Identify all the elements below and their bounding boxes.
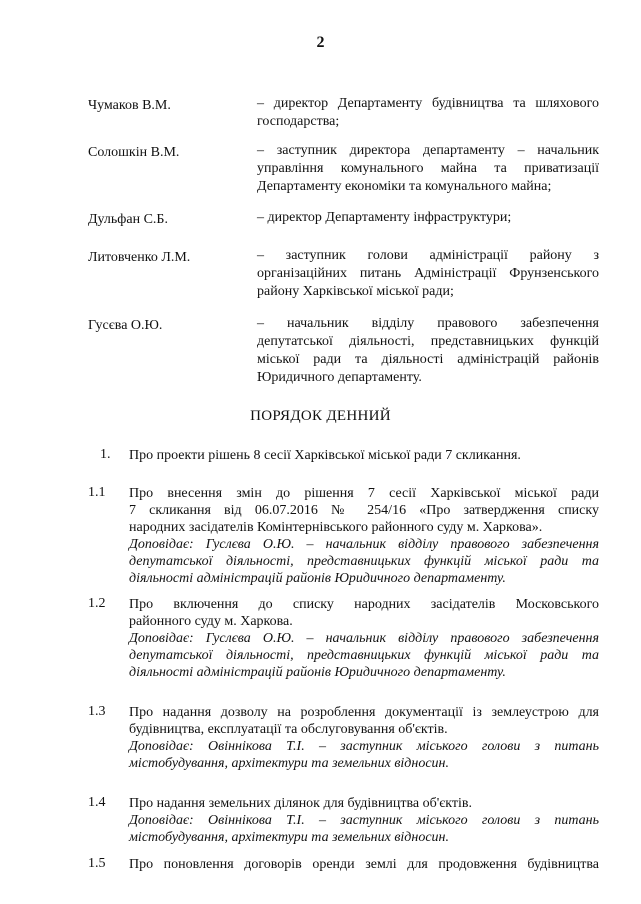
agenda-item-text: Про надання земельних ділянок для будівництва об'єктів. xyxy=(129,796,472,811)
member-role xyxy=(257,247,599,301)
page-number: 2 xyxy=(316,34,325,51)
agenda-item xyxy=(129,704,599,772)
speaker xyxy=(129,630,599,681)
member-role xyxy=(257,315,599,387)
speaker-line: містобудування, архітектури та земельних відносин. xyxy=(129,756,449,771)
role-line: – директор Департаменту будівництва та шляхового xyxy=(257,96,599,111)
agenda-item-number: 1.1 xyxy=(88,485,106,500)
agenda-item xyxy=(129,795,599,846)
agenda-item-number: 1.5 xyxy=(88,856,106,871)
role-line: району Харківської міської ради; xyxy=(257,284,454,299)
role-line: депутатської діяльності, представницьких функцій xyxy=(257,334,599,349)
member-role xyxy=(257,95,599,131)
role-line: – начальник відділу правового забезпечення xyxy=(257,316,599,331)
member-role xyxy=(257,142,599,196)
role-line: організаційних питань Адміністрації Фрунзенського xyxy=(257,266,599,281)
speaker-line: Доповідає: Гуслєва О.Ю. – начальник відділу правового забезпечення xyxy=(129,537,599,552)
speaker-line: діяльності адміністрацій районів Юридичного департаменту. xyxy=(129,665,506,680)
speaker-line: містобудування, архітектури та земельних відносин. xyxy=(129,830,449,845)
member-name: Дульфан С.Б. xyxy=(88,212,168,227)
member-name: Гусєва О.Ю. xyxy=(88,318,163,333)
speaker-line: депутатської діяльності, представницьких функцій міської ради та xyxy=(129,554,599,569)
agenda-item-text: Про включення до списку народних засідателів Московського xyxy=(129,597,599,612)
agenda-item xyxy=(129,856,599,873)
agenda-item-text: народних засідателів Комінтернівського районного суду м. Харкова». xyxy=(129,520,543,535)
speaker-line: Доповідає: Овіннікова Т.І. – заступник міського голови з питань xyxy=(129,813,599,828)
agenda-item-number: 1.2 xyxy=(88,596,106,611)
agenda-item-text: районного суду м. Харкова. xyxy=(129,614,293,629)
role-line: управління комунального майна та приватизації xyxy=(257,161,599,176)
agenda-item xyxy=(129,447,599,464)
member-role xyxy=(257,209,599,227)
member-name: Солошкін В.М. xyxy=(88,145,180,160)
role-line: господарства; xyxy=(257,114,340,129)
member-name: Литовченко Л.М. xyxy=(88,250,191,265)
agenda-item-text: Про проекти рішень 8 сесії Харківської міської ради 7 скликання. xyxy=(129,448,521,463)
agenda-item-number: 1.4 xyxy=(88,795,106,810)
speaker xyxy=(129,812,599,846)
agenda-item-number: 1.3 xyxy=(88,704,106,719)
role-line: – заступник директора департаменту – начальник xyxy=(257,143,599,158)
role-line: Юридичного департаменту. xyxy=(257,370,422,385)
role-line: міської ради та діяльності адміністрацій районів xyxy=(257,352,599,367)
speaker-line: Доповідає: Овіннікова Т.І. – заступник міського голови з питань xyxy=(129,739,599,754)
speaker-line: діяльності адміністрацій районів Юридичного департаменту. xyxy=(129,571,506,586)
speaker-line: Доповідає: Гуслєва О.Ю. – начальник відділу правового забезпечення xyxy=(129,631,599,646)
agenda-item-text: Про надання дозволу на розроблення документації із землеустрою для xyxy=(129,705,599,720)
agenda-item xyxy=(129,485,599,587)
member-name: Чумаков В.М. xyxy=(88,98,171,113)
agenda-item-text: будівництва, експлуатації та обслуговування об'єктів. xyxy=(129,722,448,737)
speaker-line: депутатської діяльності, представницьких функцій міської ради та xyxy=(129,648,599,663)
agenda-item-text: Про внесення змін до рішення 7 сесії Харківської міської ради xyxy=(129,486,599,501)
role-line: – директор Департаменту інфраструктури; xyxy=(257,210,512,225)
agenda-item-number: 1. xyxy=(100,447,111,462)
role-line: Департаменту економіки та комунального майна; xyxy=(257,179,552,194)
agenda-item xyxy=(129,596,599,681)
agenda-item-text: Про поновлення договорів оренди землі для продовження будівництва xyxy=(129,857,599,872)
speaker xyxy=(129,738,599,772)
speaker xyxy=(129,536,599,587)
agenda-item-text: 7 скликання від 06.07.2016 № 254/16 «Про затвердження списку xyxy=(129,503,599,518)
agenda-heading: ПОРЯДОК ДЕННИЙ xyxy=(250,408,391,424)
role-line: – заступник голови адміністрації району з xyxy=(257,248,599,263)
